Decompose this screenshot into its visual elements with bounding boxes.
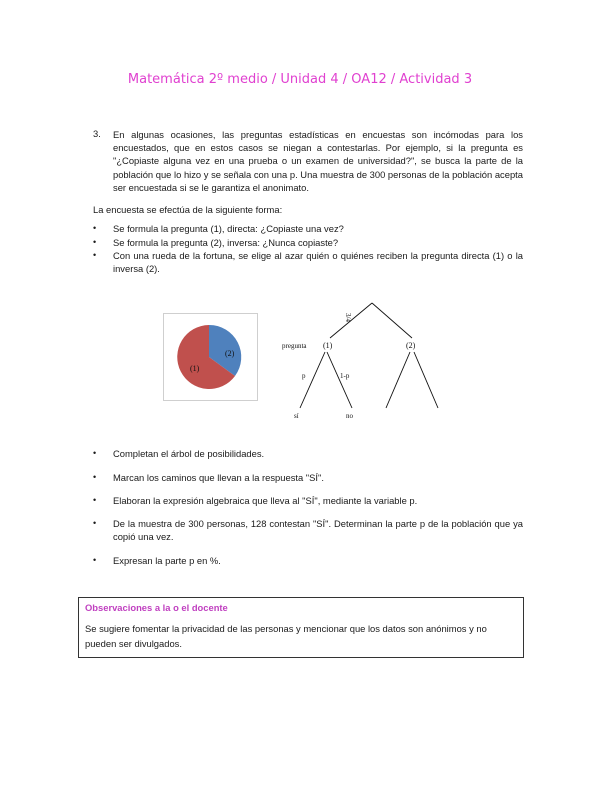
- survey-intro: La encuesta se efectúa de la siguiente forma:: [93, 204, 283, 215]
- bullet-icon: •: [93, 495, 97, 505]
- bullet-icon: •: [93, 250, 97, 260]
- bullet-icon: •: [93, 472, 97, 482]
- problem-statement: En algunas ocasiones, las preguntas estadísticas en encuestas son incómodas para los encuestados, que en estos casos se niegan a contestarlas. Por ejemplo, si la pregunta es "¿Copiaste alguna vez en una prueba o un examen de universidad?", se busca la parte de la población que lo hizo y se señala con una p. Una muestra de 300 personas de la población acepta ser encuestada si se le garantiza el anonimato.: [113, 129, 523, 193]
- tree-branch-1-p: 1-p: [340, 372, 350, 380]
- tree-node-2: (2): [406, 341, 416, 350]
- tree-branch-p: p: [302, 372, 306, 380]
- pie-label-1: (1): [190, 364, 200, 373]
- tree-leaf-yes: sí: [294, 412, 299, 420]
- observations-text: Se sugiere fomentar la privacidad de las personas y mencionar que los datos son anónimos y no pueden ser divulgados.: [85, 623, 487, 649]
- tree-leaf-no: no: [346, 412, 353, 420]
- teacher-observations-box: [78, 597, 524, 658]
- bullet-icon: •: [93, 518, 97, 528]
- probability-tree: [280, 300, 450, 422]
- page-title: Matemática 2º medio / Unidad 4 / OA12 / Actividad 3: [127, 72, 473, 87]
- bullet-icon: •: [93, 223, 97, 233]
- bullet-icon: •: [93, 555, 97, 565]
- fortune-wheel-figure: [163, 313, 258, 401]
- bullet-icon: •: [93, 237, 97, 247]
- pie-label-2: (2): [225, 349, 235, 358]
- observations-title: Observaciones a la o el docente: [85, 602, 228, 613]
- problem-number: 3.: [93, 128, 101, 139]
- tree-node-1: (1): [323, 341, 333, 350]
- tree-node-prefix: pregunta: [282, 342, 307, 350]
- bullet-icon: •: [93, 448, 97, 458]
- tree-top-fraction: 3/4: [344, 313, 352, 322]
